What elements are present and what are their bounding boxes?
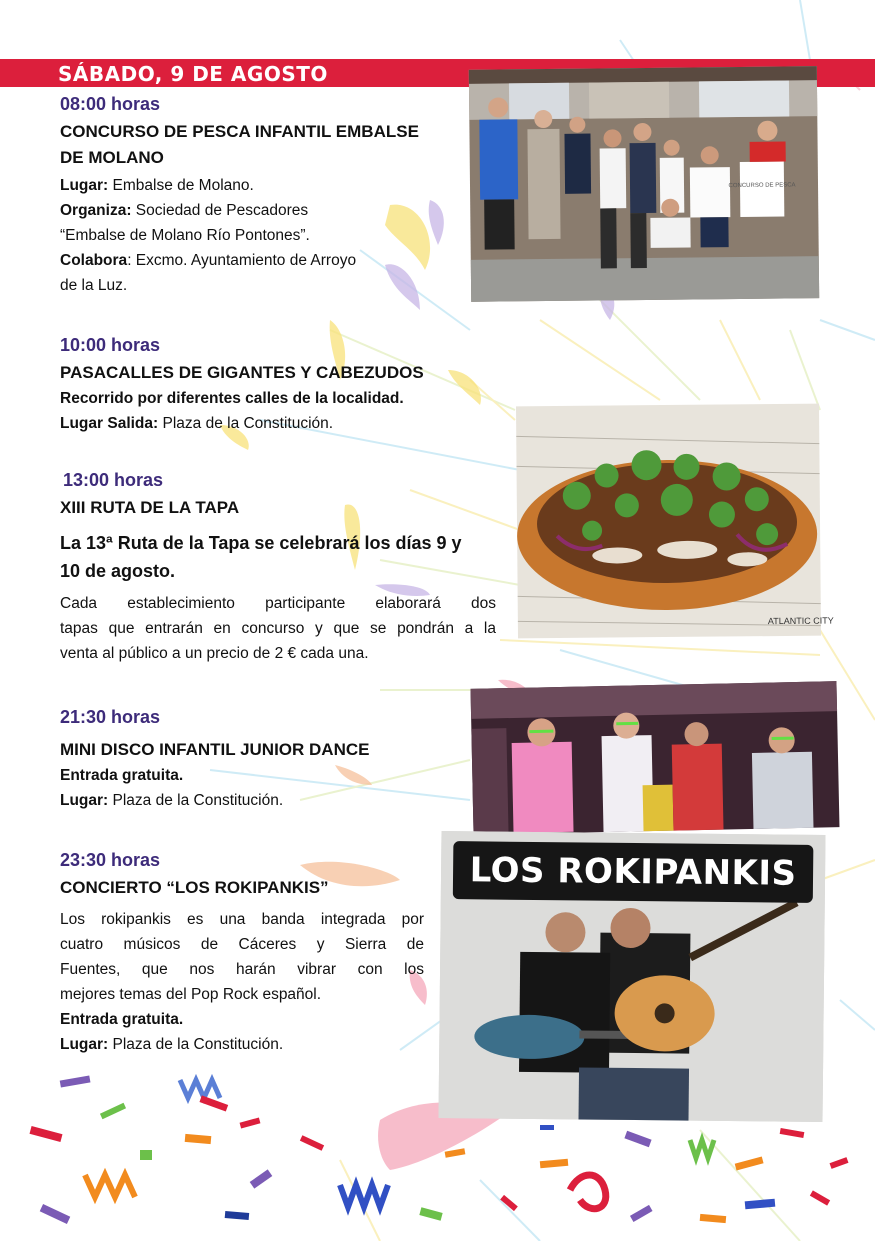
date-title: SÁBADO, 9 DE AGOSTO [58, 62, 328, 86]
description-line: mejores temas del Pop Rock español. [60, 986, 322, 1003]
photo-paper-text: ATLANTIC CITY [767, 615, 834, 627]
event-concierto [60, 848, 424, 1057]
event-time: 08:00 horas [60, 94, 161, 114]
lugar-label: Lugar Salida: [60, 415, 159, 432]
lugar-value: Plaza de la Constitución. [158, 415, 334, 432]
event-ruta-tapa [60, 468, 496, 666]
event-time: 23:30 horas [60, 850, 161, 870]
photo-tapa [516, 404, 834, 639]
photo-rokipankis-poster [439, 831, 826, 1122]
lugar-value: Plaza de la Constitución. [108, 792, 284, 809]
event-title: MINI DISCO INFANTIL JUNIOR DANCE [60, 740, 370, 759]
lugar-label: Lugar: [60, 792, 109, 809]
event-title [60, 119, 465, 171]
photo-shirt-text: CONCURSO DE PESCA [728, 182, 796, 190]
description-line: cuatro músicos de Cáceres y Sierra de [60, 936, 424, 953]
colabora-value: : Excmo. Ayuntamiento de Arroyo [127, 252, 357, 269]
photo-fishing-group [469, 66, 819, 302]
event-time: 10:00 horas [60, 335, 161, 355]
lugar-value: Embalse de Molano. [108, 177, 254, 194]
event-mini-disco [60, 705, 460, 813]
description-line: Los rokipankis es una banda integrada por [60, 911, 424, 928]
lugar-value: Plaza de la Constitución. [108, 1036, 284, 1053]
event-description [60, 907, 424, 1007]
entrada-text: Entrada gratuita. [60, 767, 184, 784]
event-title: XIII RUTA DE LA TAPA [60, 498, 240, 517]
organiza-value: Sociedad de Pescadores [131, 202, 309, 219]
colabora-label: Colabora [60, 252, 128, 269]
event-colabora-line2: de la Luz. [60, 277, 128, 294]
event-subtitle-line: 10 de agosto. [60, 561, 176, 581]
organiza-label: Organiza: [60, 202, 132, 219]
event-organiza-line2: “Embalse de Molano Río Pontones”. [60, 227, 310, 244]
event-title-line: CONCURSO DE PESCA INFANTIL EMBALSE [60, 122, 419, 141]
event-subtitle [60, 529, 496, 585]
description-line: venta al público a un precio de 2 € cada una. [60, 645, 369, 662]
event-title: CONCIERTO “LOS ROKIPANKIS” [60, 878, 329, 897]
event-description [60, 591, 496, 666]
description-line: Cada establecimiento participante elaborará dos [60, 595, 496, 612]
event-lugar [60, 411, 500, 436]
event-time: 21:30 horas [60, 707, 161, 727]
event-pesca [60, 92, 465, 298]
event-title: PASACALLES DE GIGANTES Y CABEZUDOS [60, 363, 424, 382]
event-pasacalles [60, 333, 500, 436]
photo-mini-disco [471, 681, 840, 835]
event-entrada [60, 763, 460, 788]
event-recorrido [60, 386, 500, 411]
event-colabora [60, 248, 465, 273]
description-line: tapas que entrarán en concurso y que se pondrán a la [60, 620, 496, 637]
event-subtitle-line: La 13ª Ruta de la Tapa se celebrará los días 9 y [60, 533, 462, 553]
event-title-line: DE MOLANO [60, 148, 164, 167]
event-organiza [60, 198, 465, 223]
event-lugar [60, 173, 465, 198]
event-lugar [60, 788, 460, 813]
lugar-label: Lugar: [60, 177, 109, 194]
entrada-text: Entrada gratuita. [60, 1011, 184, 1028]
recorrido-text: Recorrido por diferentes calles de la localidad. [60, 390, 404, 407]
description-line: Fuentes, que nos harán vibrar con los [60, 961, 424, 978]
poster-title: LOS ROKIPANKIS [453, 841, 814, 903]
event-time: 13:00 horas [63, 470, 164, 490]
event-lugar [60, 1032, 424, 1057]
event-entrada [60, 1007, 424, 1032]
lugar-label: Lugar: [60, 1036, 109, 1053]
